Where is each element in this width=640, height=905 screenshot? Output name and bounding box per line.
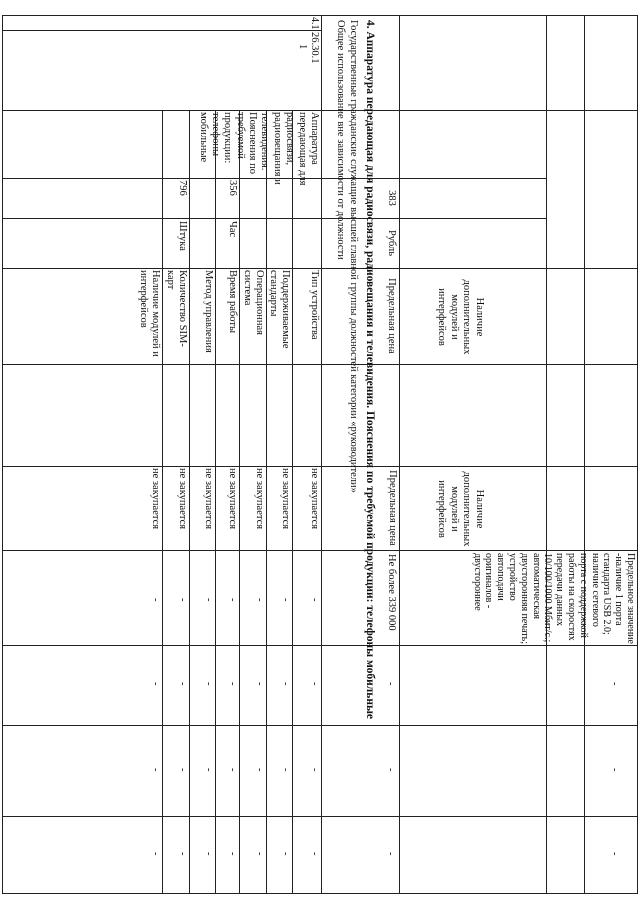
modules-header: Наличие дополнительных модулей и интерфейсов [436,279,485,355]
rule [2,15,3,893]
row-unit: Час [227,221,238,238]
section-note: Общее использование вне зависимости от должности [335,20,346,260]
modules-header-2: Наличие дополнительных модулей и интерфейсов [436,471,485,547]
row-dash: - [227,598,238,602]
price-label-2: Предельная цена [387,470,398,546]
rule [2,725,638,726]
row-dash: - [309,682,320,686]
row-dash: - [150,682,161,686]
row-dash: - [177,598,188,602]
rule [2,15,638,16]
rule [189,110,190,893]
group-number: 4.1 [309,17,320,30]
rule [399,15,400,893]
row-unit: Штука [177,221,188,251]
row-dash: - [280,768,291,772]
row-dash: - [227,852,238,856]
row-dash: - [227,682,238,686]
unit-name: Рубль [386,229,397,257]
row-val: не закупается [150,468,161,530]
rule [2,466,638,467]
row-char: Тип устройства [309,270,320,340]
rule [2,218,547,219]
row-dash: - [309,768,320,772]
price-dash-3: - [385,852,396,856]
rule [584,15,585,893]
okpd-code: 26.30.1 [309,32,320,64]
row-char: Время работы [227,270,238,334]
row-val: не закупается [177,468,188,530]
section-title: 4. Аппаратура передающая для радиосвязи, радиовещания и телевидения. Пояснения по требуемой продукции: телефоны мобильные [364,20,376,720]
row-dash: - [203,852,214,856]
okei-code: 383 [386,190,397,206]
rule [266,110,267,893]
row-val: не закупается [280,468,291,530]
row-dash: - [254,598,265,602]
row-char: Количество SIM-карт [164,270,188,347]
price-dash-1: - [385,682,396,686]
row-code: 356 [227,180,238,196]
rule [292,110,293,893]
rule [162,110,163,893]
row-char: Поддерживаемые стандарты [267,270,291,349]
row-dash: - [254,852,265,856]
row-char: Метод управления [203,270,214,353]
spec-value: Предельное значение -наличие 1 порта стандарта USB 2.0; наличие сетевого порта с поддержкой работы на скоростях передачи данных 10/100/1000 Мбит/с.; автоматическая двусторонняя печать; устройство автоподачи оригиналов - двустороннее [471,553,636,645]
row-dash: - [203,768,214,772]
row-dash: - [150,852,161,856]
row-dash: - [227,768,238,772]
group-name: Аппаратура передающая для радиосвязи, радиовещания и телевидения. Пояснения по требуемой продукции: телефоны мобильные [197,112,320,186]
row-val: не закупается [227,468,238,530]
row-dash: - [280,852,291,856]
row-val: не закупается [203,468,214,530]
section-subtitle: Государственные гражданские служащие высшей главной группы должностей категории «руководители» [348,20,359,493]
rule [2,364,638,365]
row-dash: - [254,682,265,686]
rule [637,15,638,893]
row-dash: - [150,768,161,772]
row-dash: - [177,852,188,856]
row-dash: - [309,598,320,602]
spec-dash-1: - [609,682,620,686]
row-code: 796 [177,180,188,196]
rule [546,15,547,893]
row-dash: - [177,768,188,772]
rule [2,816,638,817]
row-char: Операционная система [241,270,265,335]
row-val: не закупается [309,468,320,530]
row-dash: - [177,682,188,686]
row-dash: - [203,598,214,602]
row-val: не закупается [254,468,265,530]
row-dash: - [280,598,291,602]
rule [2,550,638,551]
price-label: Предельная цена [386,278,397,354]
spec-dash-2: - [609,768,620,772]
row-dash: - [254,768,265,772]
row-char: Наличие модулей и интерфейсов [137,270,161,357]
rule [239,110,240,893]
price-dash-2: - [385,768,396,772]
rule [215,110,216,893]
spec-dash-3: - [609,852,620,856]
rule [2,645,638,646]
price-value: Не более 339 000 [386,554,397,631]
rule [321,15,322,893]
row-dash: - [150,598,161,602]
row-dash: - [203,682,214,686]
row-dash: - [280,682,291,686]
rule [2,893,638,894]
row-dash: - [309,852,320,856]
rule [2,30,322,31]
okpd-code-tail: 1 [297,44,308,50]
rule [2,110,638,111]
rule [2,268,638,269]
